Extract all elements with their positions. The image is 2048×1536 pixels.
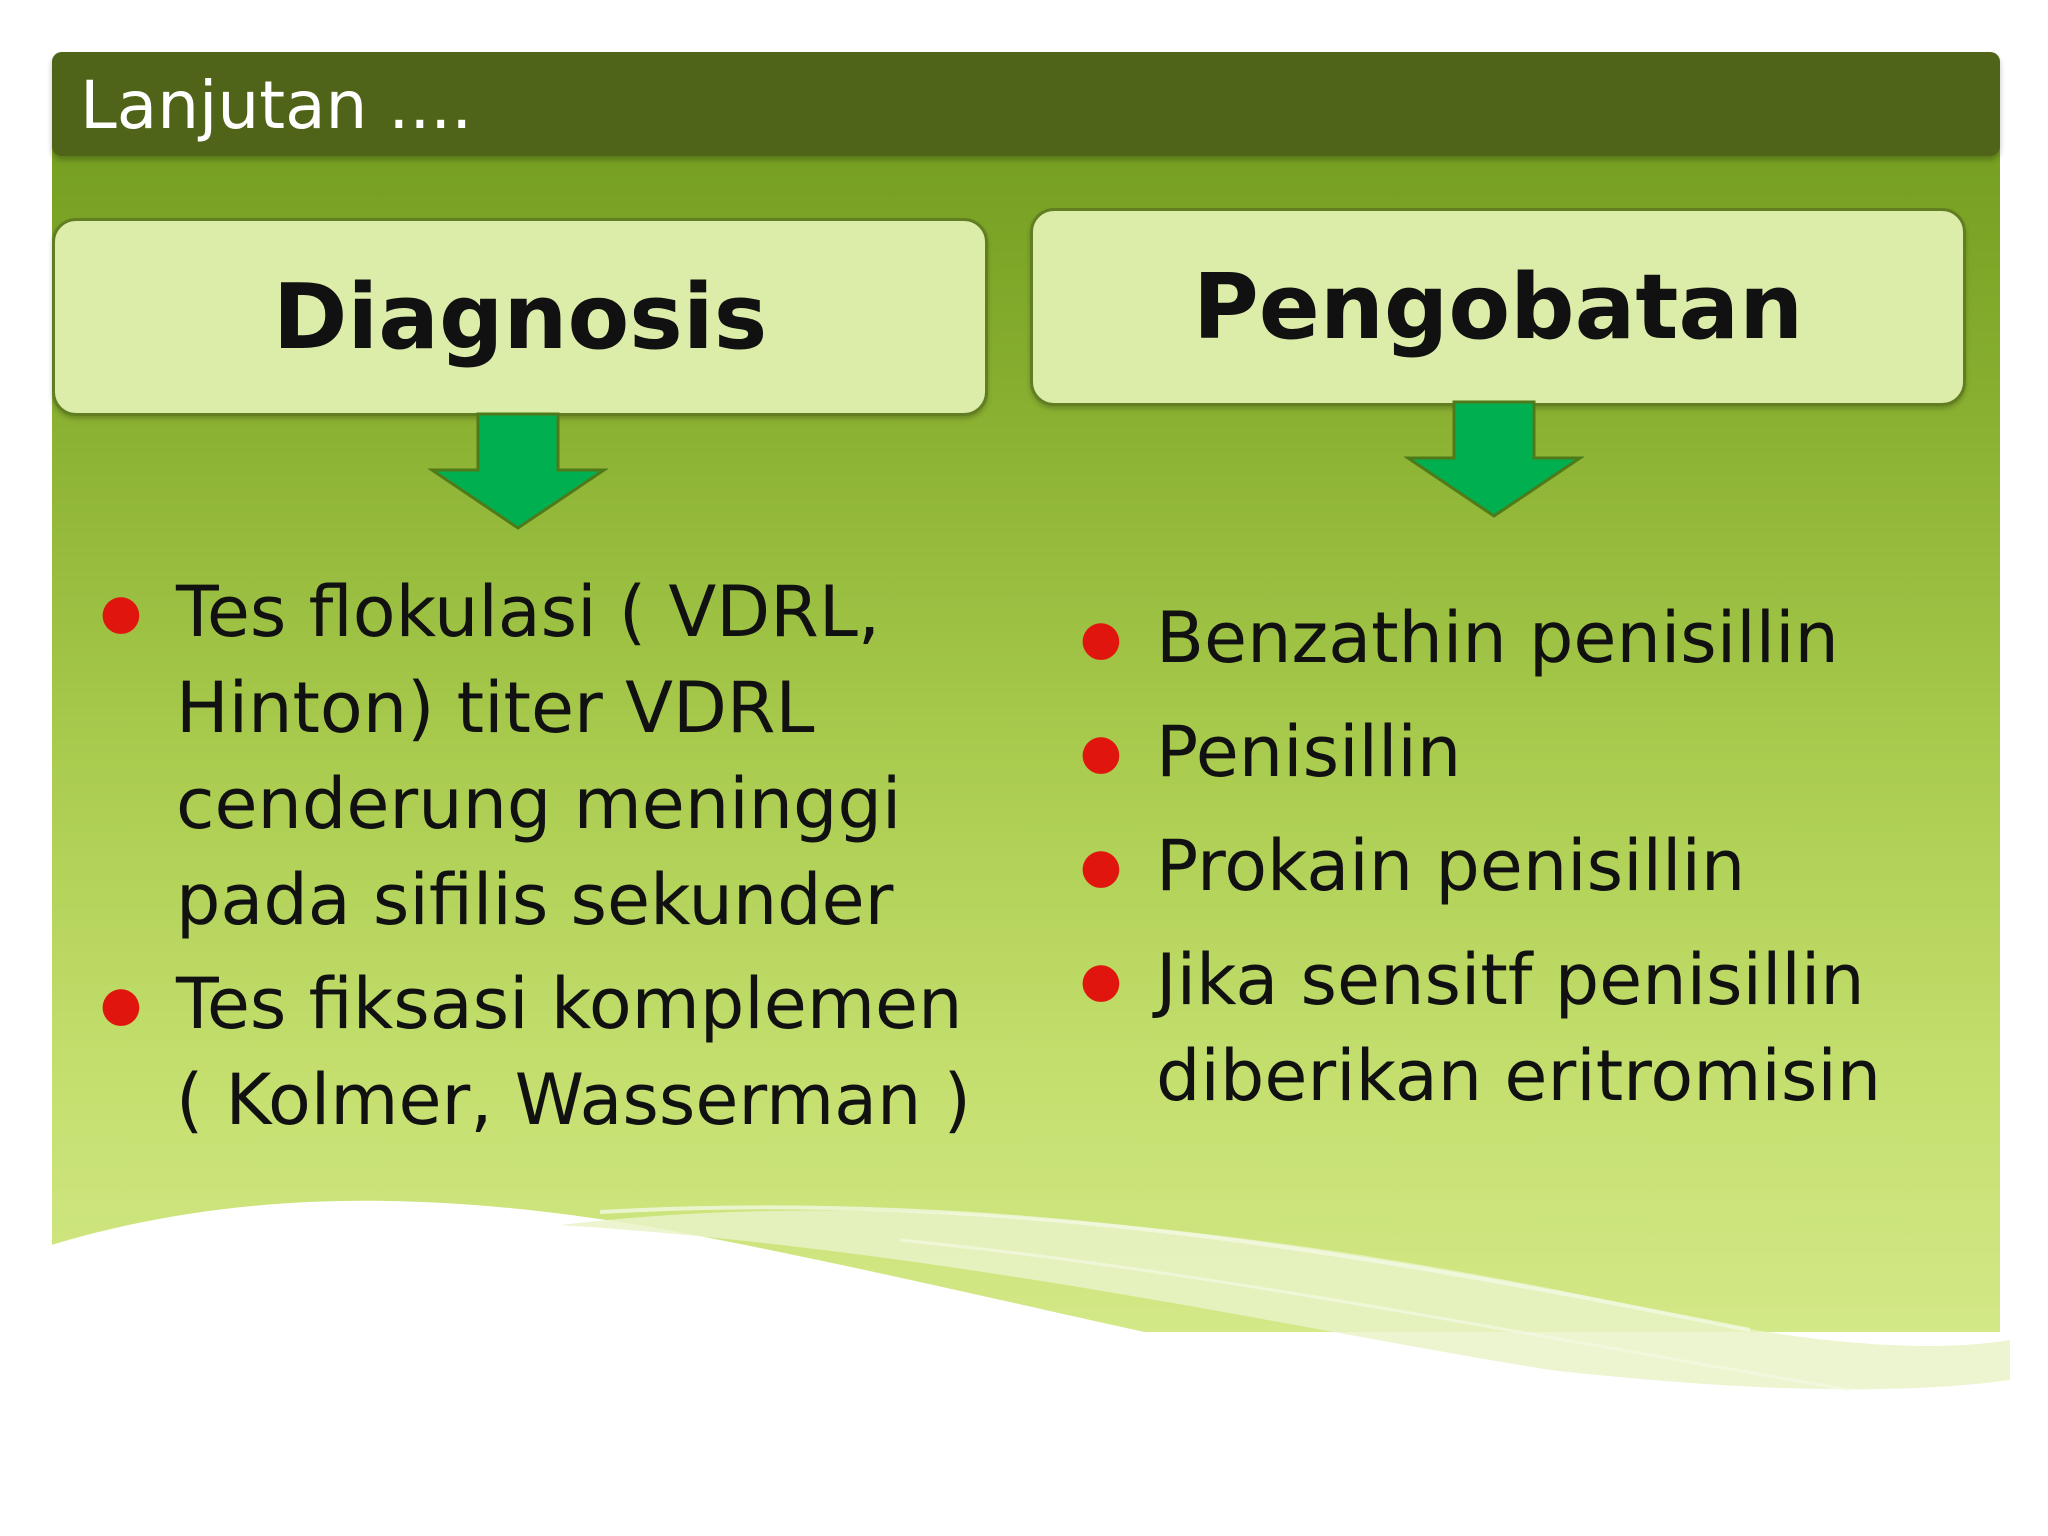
- bullet-dot-icon: ●: [1080, 838, 1122, 894]
- list-item-text: Benzathin penisillin: [1156, 597, 1839, 679]
- bullet-dot-icon: ●: [1080, 610, 1122, 666]
- down-arrow-icon: [428, 412, 608, 532]
- bullet-dot-icon: ●: [1080, 724, 1122, 780]
- list-item-text: Jika sensitf penisillin diberikan eritromisin: [1156, 939, 1882, 1117]
- pengobatan-heading: Pengobatan: [1192, 254, 1804, 360]
- list-item: [100, 564, 980, 948]
- bullet-dot-icon: ●: [100, 584, 142, 640]
- list-item-text: Tes flokulasi ( VDRL, Hinton) titer VDRL cenderung meninggi pada sifilis sekunder: [176, 571, 902, 941]
- down-arrow-icon: [1404, 400, 1584, 520]
- bullet-dot-icon: ●: [1080, 952, 1122, 1008]
- pengobatan-header-box: [1030, 208, 1966, 406]
- list-item: [1080, 590, 1980, 686]
- list-item: [1080, 818, 1980, 914]
- list-item: [100, 956, 980, 1148]
- list-item: [1080, 704, 1980, 800]
- slide-title: Lanjutan ....: [80, 67, 473, 144]
- bullet-dot-icon: ●: [100, 976, 142, 1032]
- list-item: [1080, 932, 1980, 1124]
- diagnosis-header-box: [52, 218, 988, 416]
- list-item-text: Tes fiksasi komplemen ( Kolmer, Wasserman ): [176, 963, 971, 1141]
- diagnosis-list: [100, 564, 980, 1156]
- list-item-text: Penisillin: [1156, 711, 1462, 793]
- pengobatan-list: [1080, 590, 1980, 1142]
- list-item-text: Prokain penisillin: [1156, 825, 1746, 907]
- diagnosis-heading: Diagnosis: [272, 264, 768, 370]
- title-bar: [52, 52, 2000, 156]
